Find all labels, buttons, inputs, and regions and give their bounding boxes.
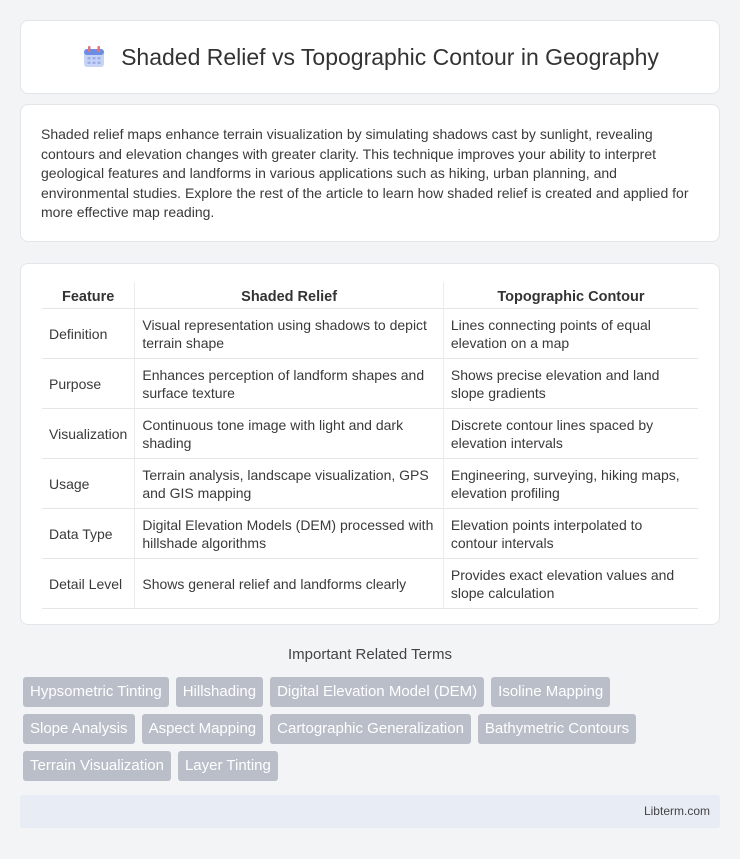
related-term-tag[interactable]: Isoline Mapping [491, 677, 610, 707]
related-term-tag[interactable]: Slope Analysis [23, 714, 135, 744]
related-term-tag[interactable]: Cartographic Generalization [270, 714, 471, 744]
topographic-contour-cell: Engineering, surveying, hiking maps, elevation profiling [443, 459, 698, 509]
feature-cell: Usage [42, 459, 135, 509]
topographic-contour-cell: Elevation points interpolated to contour intervals [443, 509, 698, 559]
shaded-relief-cell: Shows general relief and landforms clearly [135, 559, 444, 609]
table-header-row [42, 282, 698, 309]
related-terms-title: Important Related Terms [288, 646, 452, 663]
topographic-contour-cell: Lines connecting points of equal elevation on a map [443, 309, 698, 359]
table-row [42, 559, 698, 609]
intro-card [20, 104, 720, 242]
topographic-contour-cell: Provides exact elevation values and slope calculation [443, 559, 698, 609]
footer [20, 795, 720, 828]
table-row [42, 459, 698, 509]
related-term-tag[interactable]: Digital Elevation Model (DEM) [270, 677, 484, 707]
feature-cell: Visualization [42, 409, 135, 459]
topographic-contour-cell: Discrete contour lines spaced by elevation intervals [443, 409, 698, 459]
related-term-tag[interactable]: Terrain Visualization [23, 751, 171, 781]
header-feature: Feature [42, 282, 135, 309]
table-row [42, 409, 698, 459]
shaded-relief-cell: Terrain analysis, landscape visualization, GPS and GIS mapping [135, 459, 444, 509]
shaded-relief-cell: Enhances perception of landform shapes and surface texture [135, 359, 444, 409]
related-term-tag[interactable]: Hillshading [176, 677, 263, 707]
footer-brand[interactable]: Libterm.com [643, 804, 710, 818]
related-term-tag[interactable]: Bathymetric Contours [478, 714, 636, 744]
shaded-relief-cell: Digital Elevation Models (DEM) processed with hillshade algorithms [135, 509, 444, 559]
intro-text: Shaded relief maps enhance terrain visualization by simulating shadows cast by sunlight, revealing contours and elevation changes with greater clarity. This technique improves your ability to interpret geological features and landforms in various applications such as hiking, urban planning, and environmental studies. Explore the rest of the article to learn how shaded relief is created and applied for more effective map reading. [41, 126, 689, 221]
shaded-relief-cell: Continuous tone image with light and dark shading [135, 409, 444, 459]
feature-cell: Data Type [42, 509, 135, 559]
page-title: Shaded Relief vs Topographic Contour in Geography [121, 43, 659, 70]
comparison-card [20, 263, 720, 625]
header-topographic-contour: Topographic Contour [443, 282, 698, 309]
header-shaded-relief: Shaded Relief [135, 282, 444, 309]
feature-cell: Detail Level [42, 559, 135, 609]
title-card [20, 20, 720, 94]
related-term-tag[interactable]: Hypsometric Tinting [23, 677, 169, 707]
table-row [42, 359, 698, 409]
calendar-icon [81, 44, 107, 70]
related-terms-list [23, 677, 723, 781]
shaded-relief-cell: Visual representation using shadows to depict terrain shape [135, 309, 444, 359]
feature-cell: Purpose [42, 359, 135, 409]
comparison-table [42, 282, 698, 609]
table-row [42, 509, 698, 559]
related-term-tag[interactable]: Layer Tinting [178, 751, 278, 781]
related-term-tag[interactable]: Aspect Mapping [142, 714, 264, 744]
topographic-contour-cell: Shows precise elevation and land slope gradients [443, 359, 698, 409]
feature-cell: Definition [42, 309, 135, 359]
table-row [42, 309, 698, 359]
